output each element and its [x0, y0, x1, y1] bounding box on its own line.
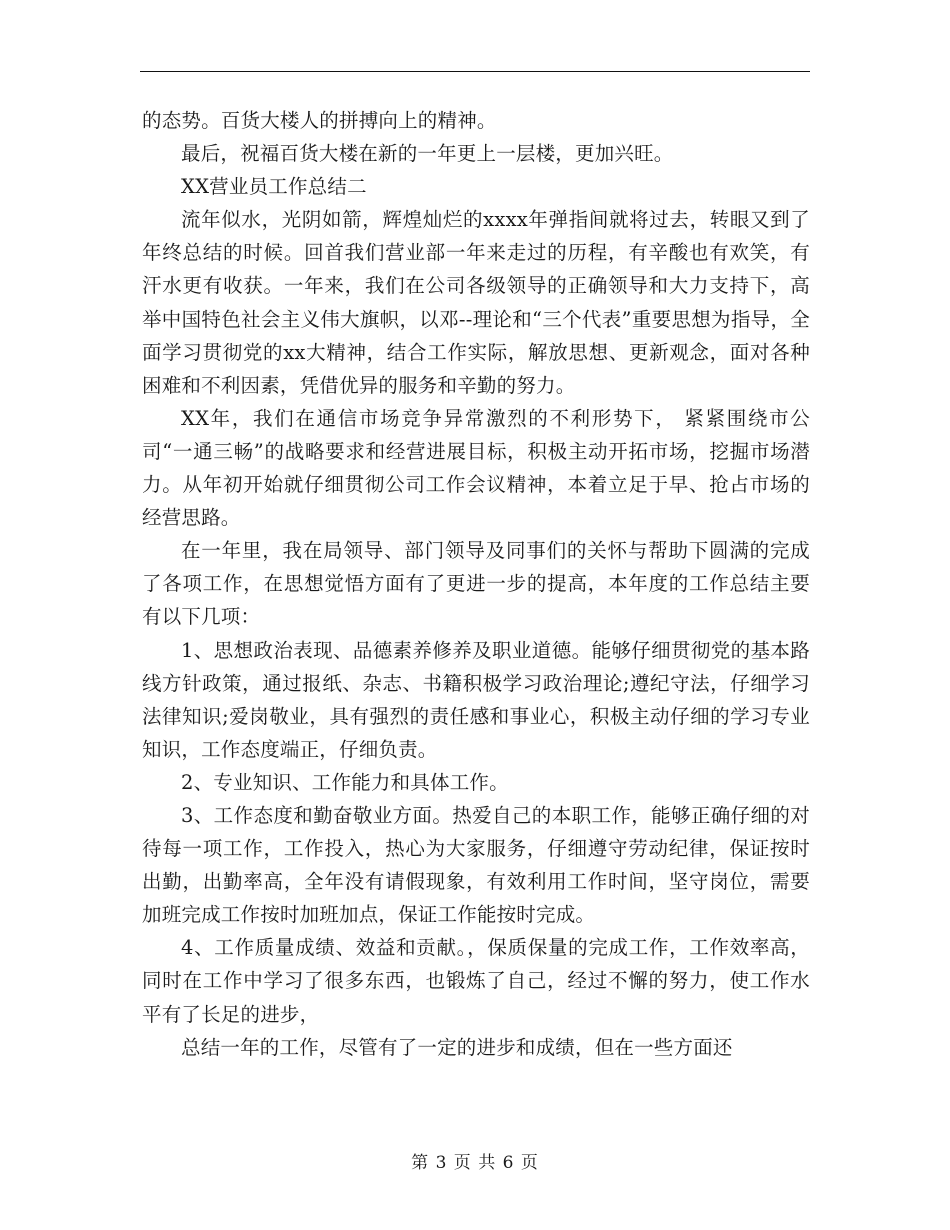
list-item: 2、专业知识、工作能力和具体工作。 [181, 770, 509, 794]
list-item: 1、思想政治表现、品德素养修养及职业道德。能够仔细贯彻党的基本路线方针政策，通过报纸、杂志、书籍积极学习政治理论;遵纪守法，仔细学习法律知识;爱岗敬业，具有强烈的责任感和事业心，积极主动仔细的学习专业知识，工作态度端正，仔细负责。 [142, 638, 810, 761]
paragraph: XX年，我们在通信市场竞争异常激烈的不利形势下， 紧紧围绕市公司“一通三畅”的战略要求和经营进展目标，积极主动开拓市场，挖掘市场潜力。从年初开始就仔细贯彻公司工作会议精神，本着立足于早、抢占市场的经营思路。 [142, 406, 810, 530]
list-item: 3、工作态度和勤奋敬业方面。热爱自己的本职工作，能够正确仔细的对待每一项工作，工作投入，热心为大家服务，仔细遵守劳动纪律，保证按时出勤，出勤率高，全年没有请假现象，有效利用工作时间，坚守岗位，需要加班完成工作按时加班加点，保证工作能按时完成。 [142, 803, 810, 927]
page-number: 第 3 页 共 6 页 [411, 1153, 539, 1173]
section-heading: XX营业员工作总结二 [181, 175, 367, 199]
paragraph: 在一年里，我在局领导、部门领导及同事们的关怀与帮助下圆满的完成了各项工作，在思想觉悟方面有了更进一步的提高，本年度的工作总结主要有以下几项： [142, 539, 810, 629]
list-item: 4、工作质量成绩、效益和贡献。，保质保量的完成工作，工作效率高，同时在工作中学习了很多东西，也锻炼了自己，经过不懈的努力，使工作水平有了长足的进步， [142, 936, 810, 1026]
paragraph: 的态势。百货大楼人的拼搏向上的精神。 [142, 109, 497, 132]
paragraph: 总结一年的工作，尽管有了一定的进步和成绩，但在一些方面还 [181, 1035, 733, 1059]
paragraph: 最后，祝福百货大楼在新的一年更上一层楼，更加兴旺。 [181, 142, 674, 166]
paragraph: 流年似水，光阴如箭，辉煌灿烂的xxxx年弹指间就将过去，转眼又到了年终总结的时候。回首我们营业部一年来走过的历程，有辛酸也有欢笑，有汗水更有收获。一年来，我们在公司各级领导的正确领导和大力支持下，高举中国特色社会主义伟大旗帜，以邓--理论和“三个代表”重要思想为指导，全面学习贯彻党的xx大精神，结合工作实际，解放思想、更新观念，面对各种困难和不利因素，凭借优异的服务和辛勤的努力。 [142, 208, 810, 397]
header-rule [140, 71, 810, 72]
document-body [142, 104, 810, 1064]
